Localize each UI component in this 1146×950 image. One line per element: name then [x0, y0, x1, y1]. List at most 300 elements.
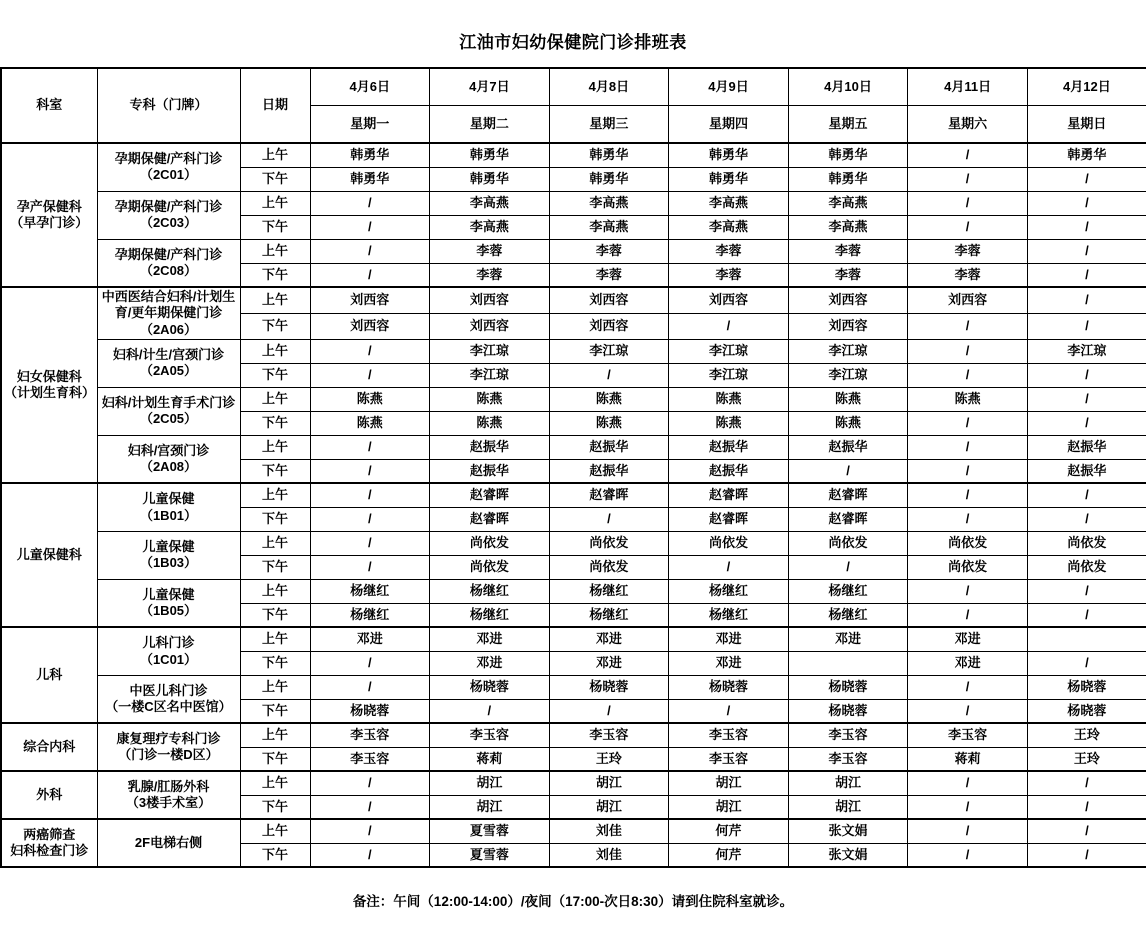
shift-cell-empty: /	[908, 167, 1028, 191]
column-header-weekday-6: 星期日	[1027, 105, 1146, 143]
shift-cell-doctor: 邓进	[310, 627, 430, 651]
shift-cell-empty: /	[1027, 651, 1146, 675]
shift-cell-doctor: 胡江	[669, 771, 789, 795]
table-row	[1, 675, 1146, 699]
specialty-name-line2: （2C08）	[139, 262, 198, 278]
column-header-dept: 科室	[1, 68, 97, 143]
shift-cell-doctor: 胡江	[669, 795, 789, 819]
period-label-am: 上午	[240, 675, 310, 699]
specialty-name-line1: 儿科门诊	[142, 635, 195, 651]
shift-cell-empty: /	[310, 795, 430, 819]
period-label-pm: 下午	[240, 313, 310, 339]
shift-cell-doctor: 李江琼	[549, 339, 669, 363]
shift-cell-empty: /	[908, 215, 1028, 239]
shift-cell-doctor: 杨继红	[430, 579, 550, 603]
shift-cell-doctor: 李江琼	[430, 339, 550, 363]
shift-cell-empty: /	[310, 843, 430, 867]
shift-cell-empty: /	[908, 507, 1028, 531]
page-title: 江油市妇幼保健院门诊排班表	[459, 33, 687, 52]
shift-cell-doctor: 邓进	[430, 627, 550, 651]
period-label-am: 上午	[240, 483, 310, 507]
shift-cell-empty: /	[788, 555, 908, 579]
shift-cell-empty: /	[908, 339, 1028, 363]
shift-cell-empty: /	[1027, 387, 1146, 411]
specialty-name-cell	[97, 387, 240, 435]
shift-cell-empty: /	[1027, 795, 1146, 819]
specialty-name-line2: （1B03）	[139, 555, 198, 571]
shift-cell-doctor: 邓进	[549, 651, 669, 675]
shift-cell-doctor: 胡江	[788, 795, 908, 819]
shift-cell-doctor: 陈燕	[669, 411, 789, 435]
shift-cell-doctor: 赵振华	[788, 435, 908, 459]
shift-cell-doctor: 杨继红	[549, 579, 669, 603]
shift-cell-empty: /	[1027, 167, 1146, 191]
shift-cell-doctor: 王玲	[1027, 723, 1146, 747]
specialty-name-line2: （一楼C区名中医馆）	[105, 699, 232, 714]
shift-cell-doctor: 赵睿晖	[669, 507, 789, 531]
shift-cell-doctor: 杨晓蓉	[788, 699, 908, 723]
shift-cell-doctor: 蒋莉	[430, 747, 550, 771]
specialty-name-line2: （1C01）	[139, 651, 198, 667]
period-label-am: 上午	[240, 579, 310, 603]
shift-cell-empty: /	[1027, 507, 1146, 531]
shift-cell-doctor: 李高燕	[669, 215, 789, 239]
shift-cell-empty: /	[908, 191, 1028, 215]
shift-cell-doctor: 尚依发	[430, 555, 550, 579]
shift-cell-empty: /	[430, 699, 550, 723]
shift-cell-doctor: 李高燕	[549, 191, 669, 215]
shift-cell-doctor: 杨晓蓉	[549, 675, 669, 699]
shift-cell-empty: /	[669, 313, 789, 339]
shift-cell-doctor: 李高燕	[430, 191, 550, 215]
shift-cell-doctor: 杨继红	[788, 603, 908, 627]
shift-cell-doctor: 刘西容	[430, 313, 550, 339]
specialty-name-cell	[97, 675, 240, 723]
shift-cell-doctor: 赵振华	[430, 459, 550, 483]
specialty-name-cell	[97, 191, 240, 239]
shift-cell-doctor: 李玉容	[549, 723, 669, 747]
shift-cell-empty: /	[1027, 603, 1146, 627]
shift-cell-doctor: 陈燕	[549, 411, 669, 435]
shift-cell-empty: /	[310, 339, 430, 363]
specialty-name-line2: （2A05）	[139, 363, 198, 379]
shift-cell-doctor: 赵振华	[1027, 459, 1146, 483]
dept-name-cell	[1, 627, 97, 723]
specialty-name-cell	[97, 143, 240, 191]
table-row	[1, 339, 1146, 363]
period-label-am: 上午	[240, 239, 310, 263]
shift-cell-doctor: 李蓉	[430, 263, 550, 287]
shift-cell-doctor: 邓进	[669, 627, 789, 651]
shift-cell-doctor: 刘西容	[430, 287, 550, 313]
dept-name-line1: 妇女保健科	[16, 368, 82, 384]
shift-cell-doctor: 陈燕	[310, 411, 430, 435]
shift-cell-doctor: 刘西容	[788, 287, 908, 313]
period-label-am: 上午	[240, 771, 310, 795]
table-header	[1, 68, 1146, 143]
shift-cell-empty: /	[908, 699, 1028, 723]
dept-name-line2: 妇科检查门诊	[10, 843, 89, 859]
shift-cell-doctor: 王玲	[1027, 747, 1146, 771]
shift-cell-doctor: 李江琼	[1027, 339, 1146, 363]
table-row	[1, 579, 1146, 603]
shift-cell-doctor: 李玉容	[788, 747, 908, 771]
shift-cell-doctor: 刘佳	[549, 843, 669, 867]
dept-name-cell	[1, 287, 97, 483]
specialty-name-line1: 妇科/宫颈门诊	[127, 442, 210, 458]
shift-cell-doctor: 邓进	[908, 627, 1028, 651]
shift-cell-doctor: 邓进	[430, 651, 550, 675]
period-label-pm: 下午	[240, 459, 310, 483]
specialty-name-cell	[97, 339, 240, 387]
shift-cell-empty: /	[908, 771, 1028, 795]
column-header-weekday-4: 星期五	[788, 105, 908, 143]
period-label-pm: 下午	[240, 363, 310, 387]
shift-cell-doctor: 李玉容	[669, 747, 789, 771]
shift-cell-empty: /	[1027, 363, 1146, 387]
column-header-date-6: 4月12日	[1027, 68, 1146, 105]
specialty-name-cell	[97, 287, 240, 339]
period-label-pm: 下午	[240, 843, 310, 867]
shift-cell-doctor: 刘西容	[669, 287, 789, 313]
shift-cell-doctor: 李高燕	[430, 215, 550, 239]
specialty-name-line3: （2A06）	[139, 321, 198, 337]
table-row	[1, 387, 1146, 411]
dept-name-line1: 两癌筛查	[23, 827, 76, 842]
shift-cell-doctor: 刘西容	[549, 287, 669, 313]
specialty-name-line1: 康复理疗专科门诊	[116, 731, 221, 746]
shift-cell-doctor: 邓进	[788, 627, 908, 651]
shift-cell-doctor: 陈燕	[549, 387, 669, 411]
specialty-name-cell	[97, 239, 240, 287]
shift-cell-doctor: 胡江	[430, 795, 550, 819]
shift-cell-doctor: 杨继红	[788, 579, 908, 603]
dept-name-line1: 孕产保健科	[16, 198, 82, 214]
specialty-name-cell	[97, 435, 240, 483]
shift-cell-doctor: 韩勇华	[549, 143, 669, 167]
column-header-period: 日期	[240, 68, 310, 143]
shift-cell-empty: /	[1027, 579, 1146, 603]
period-label-pm: 下午	[240, 747, 310, 771]
period-label-am: 上午	[240, 191, 310, 215]
specialty-name-line1: 中医儿科门诊	[129, 682, 208, 698]
period-label-am: 上午	[240, 387, 310, 411]
shift-cell-doctor: 邓进	[908, 651, 1028, 675]
specialty-name-line2: （1B05）	[139, 603, 198, 618]
shift-cell-empty: /	[310, 435, 430, 459]
shift-cell-doctor: 邓进	[549, 627, 669, 651]
shift-cell-doctor: 赵睿晖	[788, 483, 908, 507]
shift-cell-empty: /	[1027, 239, 1146, 263]
shift-cell-empty: /	[310, 263, 430, 287]
header-row-dates	[1, 68, 1146, 105]
table-row	[1, 531, 1146, 555]
specialty-name-line1: 儿童保健	[142, 586, 195, 602]
shift-cell-doctor: 李蓉	[549, 239, 669, 263]
shift-cell-doctor: 尚依发	[908, 531, 1028, 555]
table-row	[1, 287, 1146, 313]
shift-cell-empty: /	[310, 555, 430, 579]
specialty-name-cell	[97, 531, 240, 579]
period-label-pm: 下午	[240, 167, 310, 191]
specialty-name-line1: 孕期保健/产科门诊	[114, 246, 223, 262]
shift-cell-empty	[788, 651, 908, 675]
period-label-am: 上午	[240, 723, 310, 747]
shift-cell-doctor: 李玉容	[669, 723, 789, 747]
column-header-weekday-1: 星期二	[430, 105, 550, 143]
shift-cell-doctor: 李高燕	[788, 215, 908, 239]
shift-cell-doctor: 李高燕	[788, 191, 908, 215]
shift-cell-doctor: 赵振华	[549, 459, 669, 483]
shift-cell-doctor: 何芹	[669, 843, 789, 867]
period-label-pm: 下午	[240, 795, 310, 819]
column-header-date-5: 4月11日	[908, 68, 1028, 105]
shift-cell-empty	[1027, 627, 1146, 651]
shift-cell-empty: /	[549, 363, 669, 387]
table-row	[1, 723, 1146, 747]
specialty-name-line1: 2F电梯右侧	[134, 835, 203, 851]
specialty-name-line1: 妇科/计生/宫颈门诊	[112, 347, 225, 362]
dept-name-cell	[1, 723, 97, 771]
shift-cell-empty: /	[310, 459, 430, 483]
column-header-weekday-5: 星期六	[908, 105, 1028, 143]
shift-cell-empty: /	[908, 603, 1028, 627]
shift-cell-empty: /	[1027, 771, 1146, 795]
table-row	[1, 239, 1146, 263]
column-header-date-4: 4月10日	[788, 68, 908, 105]
table-row	[1, 771, 1146, 795]
shift-cell-doctor: 杨晓蓉	[1027, 675, 1146, 699]
specialty-name-line1: 妇科/计划生育手术门诊	[101, 395, 236, 410]
table-row	[1, 143, 1146, 167]
shift-cell-doctor: 杨继红	[669, 579, 789, 603]
shift-cell-doctor: 陈燕	[310, 387, 430, 411]
shift-cell-doctor: 胡江	[788, 771, 908, 795]
specialty-name-line2: （1B01）	[139, 507, 198, 523]
shift-cell-empty: /	[908, 459, 1028, 483]
shift-cell-empty: /	[1027, 313, 1146, 339]
shift-cell-doctor: 刘佳	[549, 819, 669, 843]
shift-cell-empty: /	[908, 675, 1028, 699]
column-header-weekday-2: 星期三	[549, 105, 669, 143]
period-label-pm: 下午	[240, 603, 310, 627]
column-header-date-0: 4月6日	[310, 68, 430, 105]
shift-cell-doctor: 尚依发	[430, 531, 550, 555]
shift-cell-doctor: 赵睿晖	[549, 483, 669, 507]
shift-cell-doctor: 李玉容	[430, 723, 550, 747]
shift-cell-doctor: 李蓉	[549, 263, 669, 287]
period-label-am: 上午	[240, 627, 310, 651]
shift-cell-doctor: 陈燕	[788, 411, 908, 435]
dept-name-cell	[1, 143, 97, 287]
shift-cell-doctor: 胡江	[430, 771, 550, 795]
shift-cell-empty: /	[1027, 287, 1146, 313]
shift-cell-doctor: 杨继红	[310, 579, 430, 603]
period-label-am: 上午	[240, 287, 310, 313]
shift-cell-empty: /	[788, 459, 908, 483]
shift-cell-empty: /	[310, 675, 430, 699]
period-label-pm: 下午	[240, 215, 310, 239]
dept-name-line1: 儿科	[36, 667, 63, 683]
shift-cell-empty: /	[1027, 411, 1146, 435]
shift-cell-doctor: 赵睿晖	[430, 483, 550, 507]
shift-cell-empty: /	[908, 363, 1028, 387]
period-label-am: 上午	[240, 531, 310, 555]
specialty-name-cell	[97, 579, 240, 627]
shift-cell-doctor: 陈燕	[669, 387, 789, 411]
shift-cell-doctor: 杨继红	[430, 603, 550, 627]
specialty-name-line1: 乳腺/肛肠外科	[127, 779, 210, 794]
shift-cell-doctor: 尚依发	[908, 555, 1028, 579]
period-label-am: 上午	[240, 339, 310, 363]
shift-cell-doctor: 李蓉	[788, 239, 908, 263]
table-body	[1, 143, 1146, 867]
shift-cell-doctor: 李蓉	[788, 263, 908, 287]
shift-cell-doctor: 赵振华	[669, 435, 789, 459]
dept-name-cell	[1, 771, 97, 819]
shift-cell-doctor: 韩勇华	[1027, 143, 1146, 167]
specialty-name-line2: （门诊一楼D区）	[118, 747, 219, 763]
shift-cell-doctor: 尚依发	[549, 531, 669, 555]
shift-cell-doctor: 胡江	[549, 771, 669, 795]
shift-cell-doctor: 刘西容	[788, 313, 908, 339]
dept-name-line1: 儿童保健科	[16, 547, 82, 563]
shift-cell-doctor: 尚依发	[1027, 555, 1146, 579]
shift-cell-doctor: 李江琼	[669, 339, 789, 363]
shift-cell-empty: /	[908, 143, 1028, 167]
shift-cell-empty: /	[310, 215, 430, 239]
shift-cell-doctor: 杨晓蓉	[669, 675, 789, 699]
shift-cell-empty: /	[669, 699, 789, 723]
specialty-name-line2: （3楼手术室）	[125, 795, 212, 811]
shift-cell-doctor: 杨晓蓉	[430, 675, 550, 699]
shift-cell-empty: /	[310, 771, 430, 795]
shift-cell-doctor: 刘西容	[908, 287, 1028, 313]
shift-cell-doctor: 赵振华	[430, 435, 550, 459]
specialty-name-line2: （2C05）	[139, 411, 198, 427]
shift-cell-doctor: 韩勇华	[788, 167, 908, 191]
column-header-weekday-0: 星期一	[310, 105, 430, 143]
column-header-specialty: 专科（门牌）	[97, 68, 240, 143]
shift-cell-doctor: 杨晓蓉	[1027, 699, 1146, 723]
period-label-am: 上午	[240, 819, 310, 843]
shift-cell-doctor: 刘西容	[549, 313, 669, 339]
shift-cell-empty: /	[1027, 819, 1146, 843]
column-header-weekday-3: 星期四	[669, 105, 789, 143]
period-label-pm: 下午	[240, 411, 310, 435]
shift-cell-doctor: 赵睿晖	[430, 507, 550, 531]
shift-cell-doctor: 李玉容	[310, 747, 430, 771]
shift-cell-doctor: 刘西容	[310, 287, 430, 313]
shift-cell-doctor: 李高燕	[549, 215, 669, 239]
shift-cell-empty: /	[549, 699, 669, 723]
shift-cell-empty: /	[908, 313, 1028, 339]
shift-cell-empty: /	[669, 555, 789, 579]
shift-cell-doctor: 杨继红	[310, 603, 430, 627]
shift-cell-empty: /	[310, 239, 430, 263]
shift-cell-doctor: 韩勇华	[310, 143, 430, 167]
shift-cell-doctor: 赵睿晖	[788, 507, 908, 531]
shift-cell-doctor: 陈燕	[430, 387, 550, 411]
shift-cell-doctor: 赵振华	[669, 459, 789, 483]
specialty-name-cell	[97, 723, 240, 771]
dept-name-line1: 综合内科	[23, 739, 76, 755]
shift-cell-empty: /	[908, 795, 1028, 819]
schedule-table	[0, 67, 1146, 868]
dept-name-line2: （计划生育科）	[4, 385, 96, 401]
shift-cell-doctor: 刘西容	[310, 313, 430, 339]
table-row	[1, 483, 1146, 507]
shift-cell-doctor: 韩勇华	[788, 143, 908, 167]
shift-cell-doctor: 赵振华	[549, 435, 669, 459]
shift-cell-doctor: 李江琼	[669, 363, 789, 387]
period-label-pm: 下午	[240, 651, 310, 675]
specialty-name-line1: 儿童保健	[142, 491, 195, 507]
shift-cell-doctor: 陈燕	[430, 411, 550, 435]
shift-cell-doctor: 李蓉	[669, 239, 789, 263]
shift-cell-doctor: 夏雪蓉	[430, 843, 550, 867]
shift-cell-doctor: 杨继红	[669, 603, 789, 627]
shift-cell-empty: /	[1027, 483, 1146, 507]
specialty-name-line1: 孕期保健/产科门诊	[114, 198, 223, 214]
shift-cell-doctor: 韩勇华	[549, 167, 669, 191]
table-row	[1, 627, 1146, 651]
specialty-name-line1: 儿童保健	[142, 539, 195, 554]
shift-cell-empty: /	[908, 819, 1028, 843]
shift-cell-doctor: 李蓉	[908, 263, 1028, 287]
shift-cell-doctor: 何芹	[669, 819, 789, 843]
shift-cell-doctor: 李玉容	[310, 723, 430, 747]
specialty-name-cell	[97, 819, 240, 867]
shift-cell-doctor: 李蓉	[908, 239, 1028, 263]
shift-cell-doctor: 尚依发	[788, 531, 908, 555]
period-label-pm: 下午	[240, 555, 310, 579]
shift-cell-doctor: 尚依发	[1027, 531, 1146, 555]
shift-cell-doctor: 陈燕	[788, 387, 908, 411]
shift-cell-empty: /	[310, 651, 430, 675]
shift-cell-doctor: 尚依发	[549, 555, 669, 579]
shift-cell-doctor: 张文娟	[788, 819, 908, 843]
shift-cell-empty: /	[310, 531, 430, 555]
shift-cell-empty: /	[908, 483, 1028, 507]
shift-cell-doctor: 张文娟	[788, 843, 908, 867]
dept-name-cell	[1, 819, 97, 867]
shift-cell-doctor: 陈燕	[908, 387, 1028, 411]
shift-cell-empty: /	[908, 411, 1028, 435]
specialty-name-line2: （2A08）	[139, 459, 198, 474]
column-header-date-2: 4月8日	[549, 68, 669, 105]
period-label-pm: 下午	[240, 263, 310, 287]
shift-cell-doctor: 李玉容	[788, 723, 908, 747]
shift-cell-doctor: 李江琼	[788, 339, 908, 363]
specialty-name-line2: （2C03）	[139, 215, 198, 230]
shift-cell-doctor: 邓进	[669, 651, 789, 675]
dept-name-line2: （早孕门诊）	[10, 215, 89, 230]
shift-cell-empty: /	[310, 363, 430, 387]
shift-cell-doctor: 胡江	[549, 795, 669, 819]
shift-cell-doctor: 韩勇华	[310, 167, 430, 191]
period-label-am: 上午	[240, 143, 310, 167]
specialty-name-cell	[97, 627, 240, 675]
shift-cell-empty: /	[908, 579, 1028, 603]
specialty-name-cell	[97, 483, 240, 531]
shift-cell-empty: /	[1027, 263, 1146, 287]
dept-name-line1: 外科	[36, 787, 63, 803]
shift-cell-doctor: 韩勇华	[669, 167, 789, 191]
column-header-date-3: 4月9日	[669, 68, 789, 105]
table-row	[1, 435, 1146, 459]
shift-cell-doctor: 王玲	[549, 747, 669, 771]
